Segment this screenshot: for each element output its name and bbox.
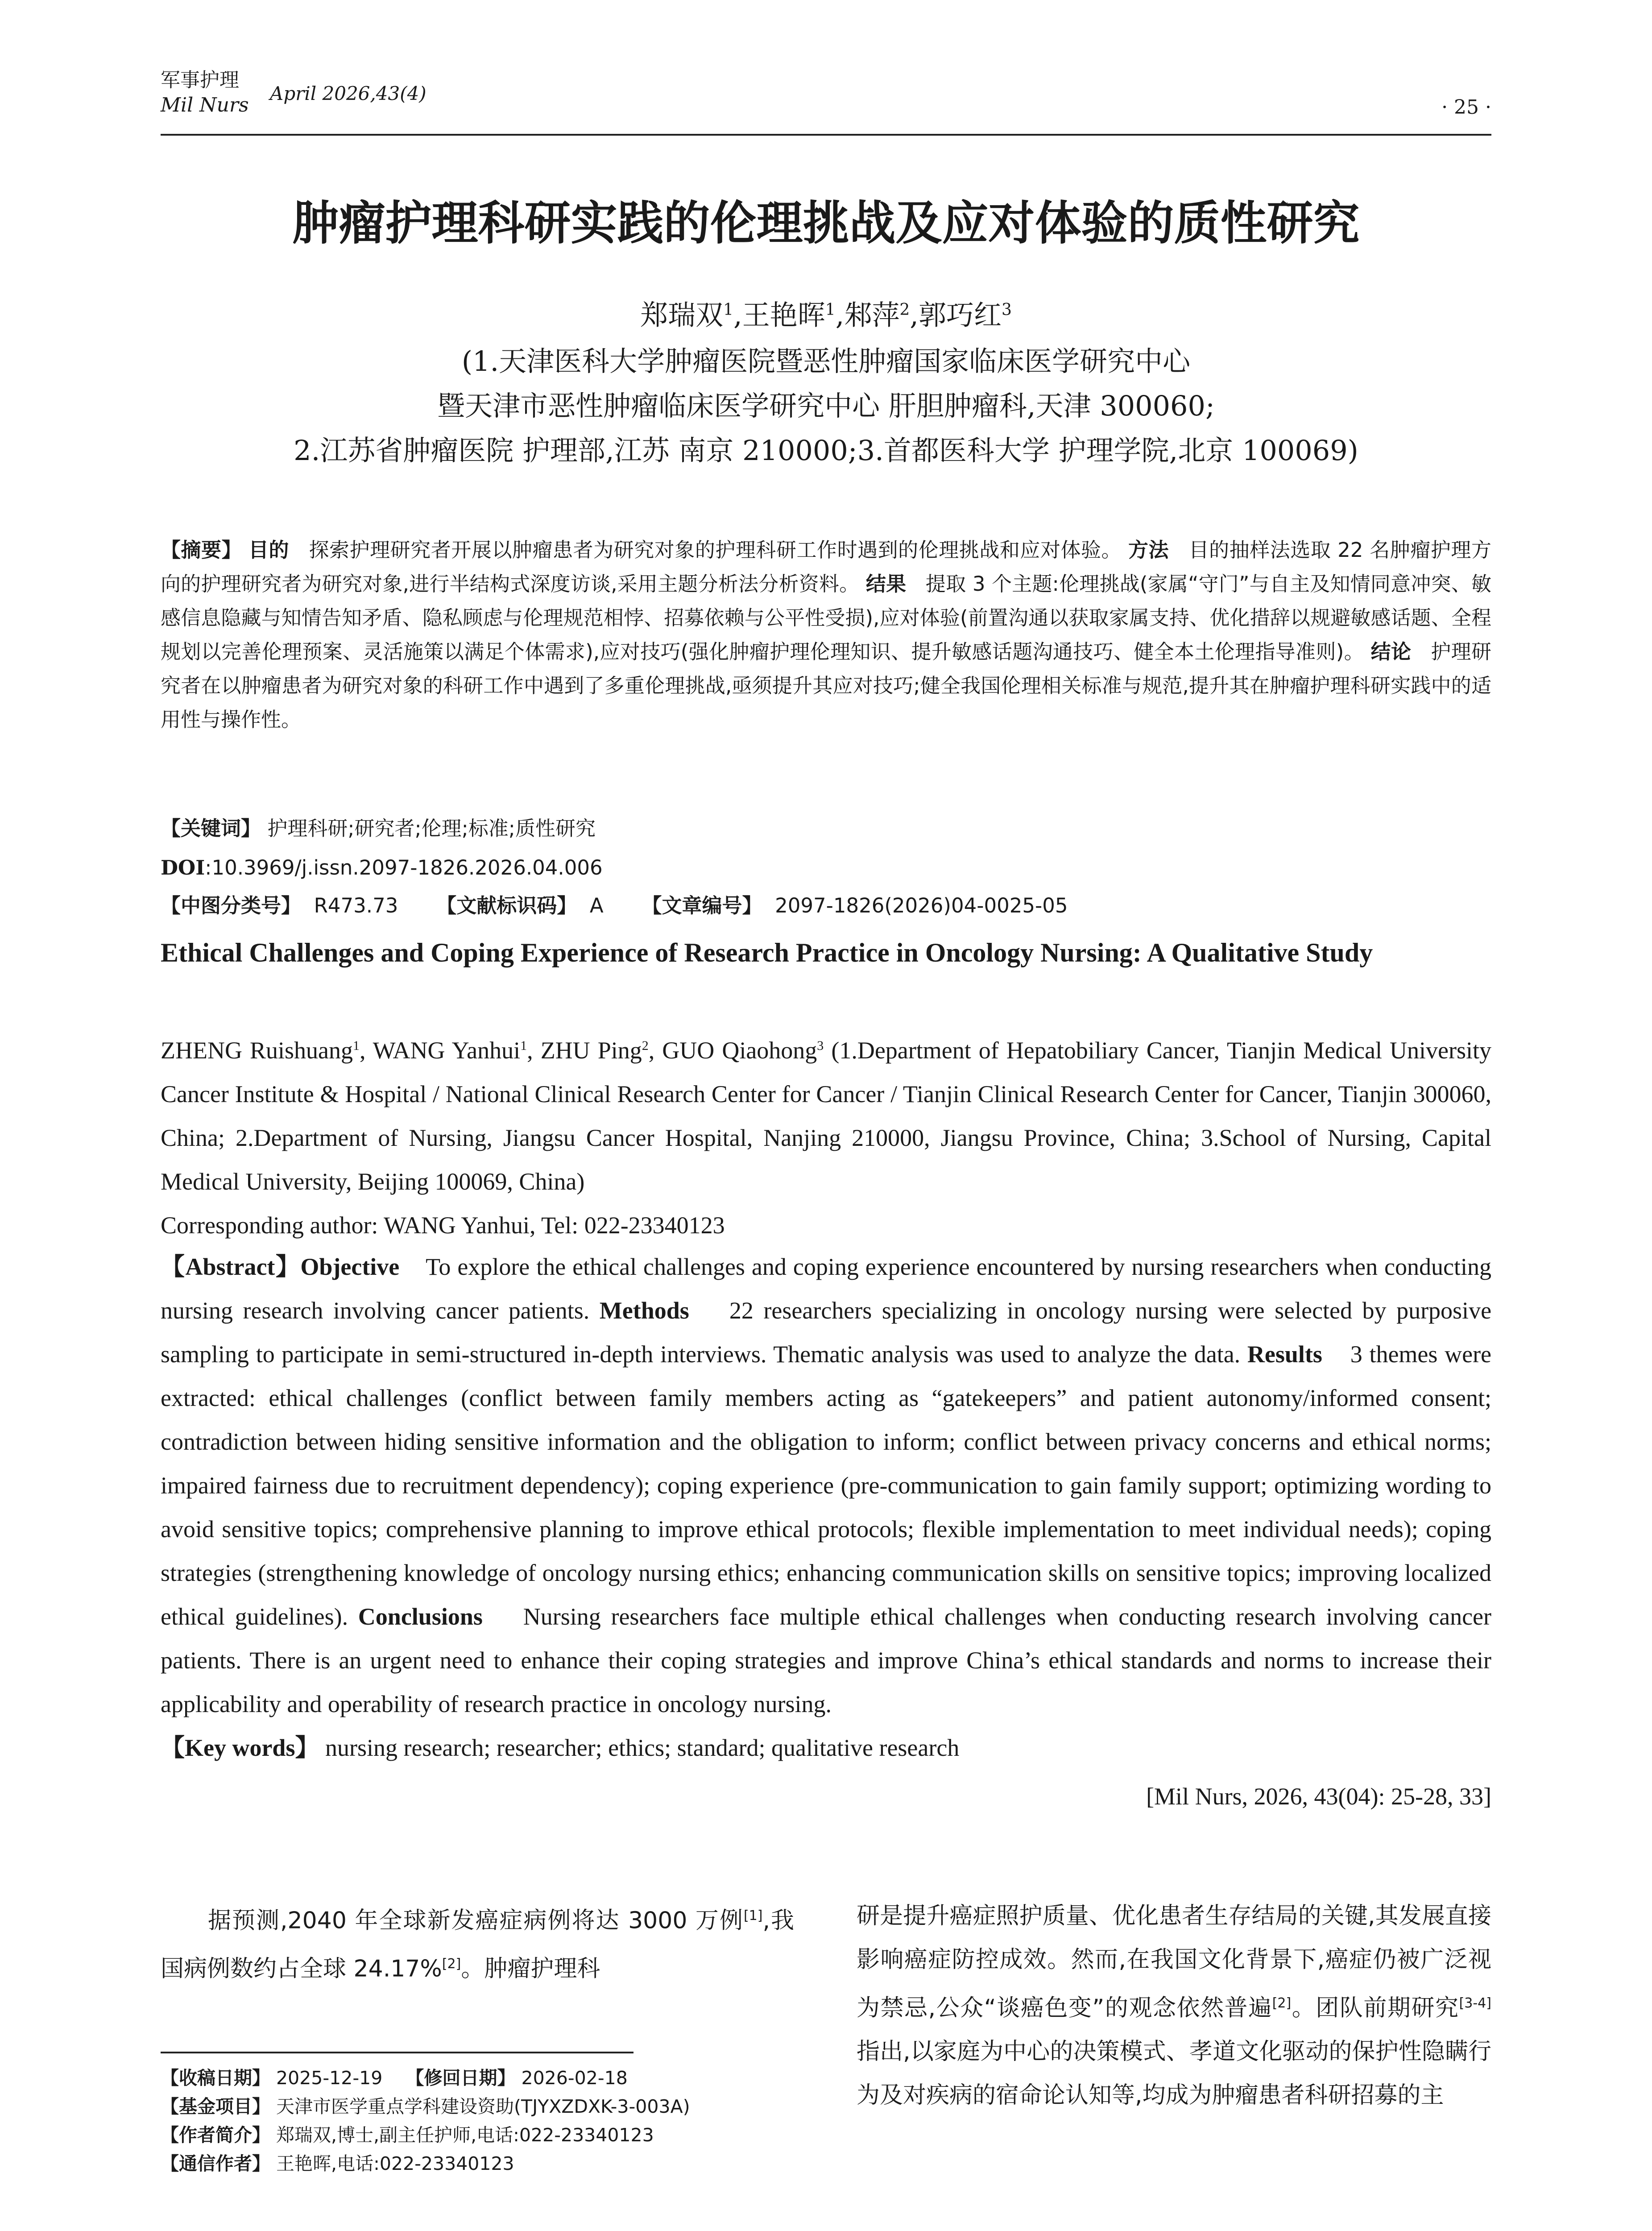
reference-mark[interactable]: [2]: [1272, 1995, 1292, 2011]
reference-mark[interactable]: [1]: [743, 1908, 763, 1924]
journal-name: [161, 68, 249, 118]
abstract-zh: [161, 533, 1491, 737]
corresponding-author: Corresponding author: WANG Yanhui, Tel: 022-23340123: [161, 1212, 725, 1239]
author-separator: ,: [910, 299, 919, 332]
results-label: 结果: [865, 572, 907, 596]
conclusion-label: 结论: [1370, 640, 1412, 663]
doc-code-label: 【文献标识码】: [436, 894, 577, 917]
footnote-corresponding: [161, 2149, 794, 2178]
keywords-label: 【关键词】: [161, 817, 261, 840]
en-author: ZHU Ping: [540, 1037, 642, 1064]
keywords-zh: [161, 813, 1491, 844]
objective-text: 探索护理研究者开展以肿瘤患者为研究对象的护理科研工作时遇到的伦理挑战和应对体验。: [309, 538, 1122, 562]
author-bio-label: 【作者简介】: [161, 2124, 270, 2146]
doi-line: [161, 852, 1491, 883]
affiliation-line: 2.江苏省肿瘤医院 护理部,江苏 南京 210000;3.首都医科大学 护理学院,北京 100069): [294, 434, 1358, 467]
footnote-dates: [161, 2064, 794, 2092]
author-name: 邾萍: [844, 299, 900, 332]
revised-label: 【修回日期】: [406, 2067, 516, 2089]
corresponding-value: 王艳晖,电话:022-23340123: [276, 2153, 514, 2174]
clc-value: R473.73: [314, 894, 398, 917]
author-name: 王艳晖: [742, 299, 825, 332]
journal-name-en: Mil Nurs: [161, 94, 249, 116]
footnote-divider: [161, 2052, 633, 2053]
body-column-left: [161, 1894, 794, 1991]
page-number: · 25 ·: [1441, 96, 1491, 119]
english-authors-affiliation: ZHENG Ruishuang$^1$, WANG Yanhui$^1$, ZHU Ping$^2$, GUO Qiaohong$^3$ (1.Department of Hepatobiliary Cancer, Tianjin Medical University Cancer Institute & Hospital / National Clinical Research Center for Cancer / Tianjin Clinical Research Center for Cancer, Tianjin 300060, China; 2.Department of Nursing, Jiangsu Cancer Hospital, Nanjing 210000, Jiangsu Province, China; 3.School of Nursing, Capital Medical University, Beijing 100069, China) Corresponding author: WANG Yanhui, Tel: 022-23340123: [161, 1037, 1492, 1239]
methods-label: 方法: [1128, 538, 1169, 562]
keywords-value: 护理科研;研究者;伦理;标准;质性研究: [267, 817, 596, 840]
received-label: 【收稿日期】: [161, 2067, 270, 2089]
en-methods-text: 22 researchers specializing in oncology nursing were selected by purposive sampling to participate in semi-structured in-depth interviews. Thematic analysis was used to analyze the data.: [161, 1297, 1492, 1368]
revised-date: 2026-02-18: [521, 2067, 628, 2089]
author-name: 郑瑞双: [640, 299, 724, 332]
en-results-text: 3 themes were extracted: ethical challenges (conflict between family members acting as “gatekeepers” and patient autonomy/informed consent; contradiction between hiding sensitive information and the obligation to inform; conflict between privacy concerns and ethical norms; impaired fairness due to recruitment dependency); coping experience (pre-communication to gain family support; optimizing wording to avoid sensitive topics; comprehensive planning to improve ethical protocols; flexible implementation to meet individual needs); coping strategies (strengthening knowledge of oncology nursing ethics; enhancing communication skills on sensitive topics; improving localized ethical guidelines).: [161, 1341, 1492, 1630]
footnote-author: [161, 2121, 794, 2149]
issue-info: April 2026,43(4): [270, 83, 426, 104]
en-conclusions-label: Conclusions: [358, 1603, 483, 1630]
english-abstract: [161, 1245, 1491, 1770]
objective-label: 目的: [248, 538, 290, 562]
en-methods-label: Methods: [599, 1297, 689, 1324]
author-separator: ,: [733, 299, 742, 332]
en-results-label: Results: [1247, 1341, 1322, 1368]
en-author-mark: 1: [520, 1038, 527, 1053]
en-keywords-value: nursing research; researcher; ethics; standard; qualitative research: [325, 1734, 960, 1761]
author-separator: ,: [835, 299, 845, 332]
english-title: Ethical Challenges and Coping Experience of Research Practice in Oncology Nursing: A Qualitative Study: [161, 938, 1373, 967]
article-title: 肿瘤护理科研实践的伦理挑战及应对体验的质性研究: [292, 196, 1360, 250]
footnotes: [161, 2064, 794, 2178]
body-text: 指出,以家庭为中心的决策模式、孝道文化驱动的保护性隐瞒行为及对疾病的宿命论认知等,均成为肿瘤患者科研招募的主: [857, 2038, 1491, 2109]
en-affiliation: (1.Department of Hepatobiliary Cancer, Tianjin Medical University Cancer Institute & Hospital / National Clinical Research Center for Cancer / Tianjin Clinical Research Center for Cancer, Tianjin 300060, China; 2.Department of Nursing, Jiangsu Cancer Hospital, Nanjing 210000, Jiangsu Province, China; 3.School of Nursing, Capital Medical University, Beijing 100069, China): [161, 1037, 1492, 1195]
article-number-label: 【文章编号】: [642, 894, 762, 917]
body-text: 。团队前期研究: [1291, 1995, 1459, 2022]
conclusion-text: 护理研究者在以肿瘤患者为研究对象的科研工作中遇到了多重伦理挑战,亟须提升其应对技巧;健全我国伦理相关标准与规范,提升其在肿瘤护理科研实践中的适用性与操作性。: [161, 640, 1491, 731]
author-affil-mark: 3: [1002, 301, 1012, 319]
en-author-mark: 3: [817, 1038, 824, 1053]
body-text: 研是提升癌症照护质量、优化患者生存结局的关键,其发展直接影响癌症防控成效。然而,在我国文化背景下,癌症仍被广泛视为禁忌,公众“谈癌色变”的观念依然普遍: [857, 1903, 1491, 2022]
fund-value: 天津市医学重点学科建设资助(TJYXZDXK-3-003A): [276, 2096, 690, 2117]
author-list: [161, 290, 1491, 336]
author-affil-mark: 1: [723, 301, 733, 319]
en-conclusions-text: Nursing researchers face multiple ethical challenges when conducting research involving cancer patients. There is an urgent need to enhance their coping strategies and improve China’s ethical standards and norms to increase their applicability and operability of research practice in oncology nursing.: [161, 1603, 1492, 1717]
journal-name-zh: 军事护理: [161, 69, 239, 91]
en-author: WANG Yanhui: [373, 1037, 521, 1064]
corresponding-label: 【通信作者】: [161, 2153, 270, 2174]
clc-label: 【中图分类号】: [161, 894, 302, 917]
en-objective-text: To explore the ethical challenges and coping experience encountered by nursing researchers when conducting nursing research involving cancer patients.: [161, 1253, 1491, 1324]
author-name: 郭巧红: [919, 299, 1002, 332]
methods-text: 目的抽样法选取 22 名肿瘤护理方向的护理研究者为研究对象,进行半结构式深度访谈,采用主题分析法分析资料。: [161, 538, 1491, 596]
doi-label: DOI: [161, 856, 205, 879]
author-affil-mark: 1: [825, 301, 836, 319]
doc-code-value: A: [589, 894, 604, 917]
author-affil-mark: 2: [899, 301, 910, 319]
affiliation-line: (1.天津医科大学肿瘤医院暨恶性肿瘤国家临床医学研究中心: [461, 345, 1191, 377]
en-keywords-label: 【Key words】: [161, 1734, 319, 1761]
article-number-value: 2097-1826(2026)04-0025-05: [775, 894, 1068, 917]
en-objective-label: Objective: [300, 1253, 400, 1280]
body-column-right: [857, 1894, 1491, 2117]
body-text: ,我国病例数约占全球 24.17%: [161, 1907, 795, 1982]
affiliations: [161, 339, 1491, 473]
received-date: 2025-12-19: [276, 2067, 383, 2089]
doi-value: :10.3969/j.issn.2097-1826.2026.04.006: [205, 856, 603, 879]
body-text: 。肿瘤护理科: [461, 1955, 600, 1982]
abstract-label: 【摘要】: [161, 538, 242, 562]
affiliation-line: 暨天津市恶性肿瘤临床医学研究中心 肝胆肿瘤科,天津 300060;: [437, 390, 1215, 422]
citation: [Mil Nurs, 2026, 43(04): 25-28, 33]: [1146, 1783, 1491, 1810]
reference-mark[interactable]: [2]: [442, 1956, 461, 1972]
en-author: ZHENG Ruishuang: [161, 1037, 353, 1064]
body-text: 据预测,2040 年全球新发癌症病例将达 3000 万例: [207, 1907, 744, 1934]
author-bio-value: 郑瑞双,博士,副主任护师,电话:022-23340123: [276, 2124, 654, 2146]
en-author-mark: 1: [353, 1038, 360, 1053]
en-author-mark: 2: [642, 1038, 649, 1053]
fund-label: 【基金项目】: [161, 2096, 270, 2117]
header-divider: [161, 134, 1491, 136]
classification-line: [161, 890, 1491, 921]
en-author: GUO Qiaohong: [662, 1037, 817, 1064]
en-abstract-label: 【Abstract】: [161, 1253, 301, 1280]
reference-mark[interactable]: [3-4]: [1459, 1995, 1491, 2011]
footnote-fund: [161, 2092, 794, 2121]
results-text: 提取 3 个主题:伦理挑战(家属“守门”与自主及知情同意冲突、敏感信息隐藏与知情告知矛盾、隐私顾虑与伦理规范相悖、招募依赖与公平性受损),应对体验(前置沟通以获取家属支持、优化措辞以规避敏感话题、全程规划以完善伦理预案、灵活施策以满足个体需求),应对技巧(强化肿瘤护理伦理知识、提升敏感话题沟通技巧、健全本土伦理指导准则)。: [161, 572, 1491, 663]
